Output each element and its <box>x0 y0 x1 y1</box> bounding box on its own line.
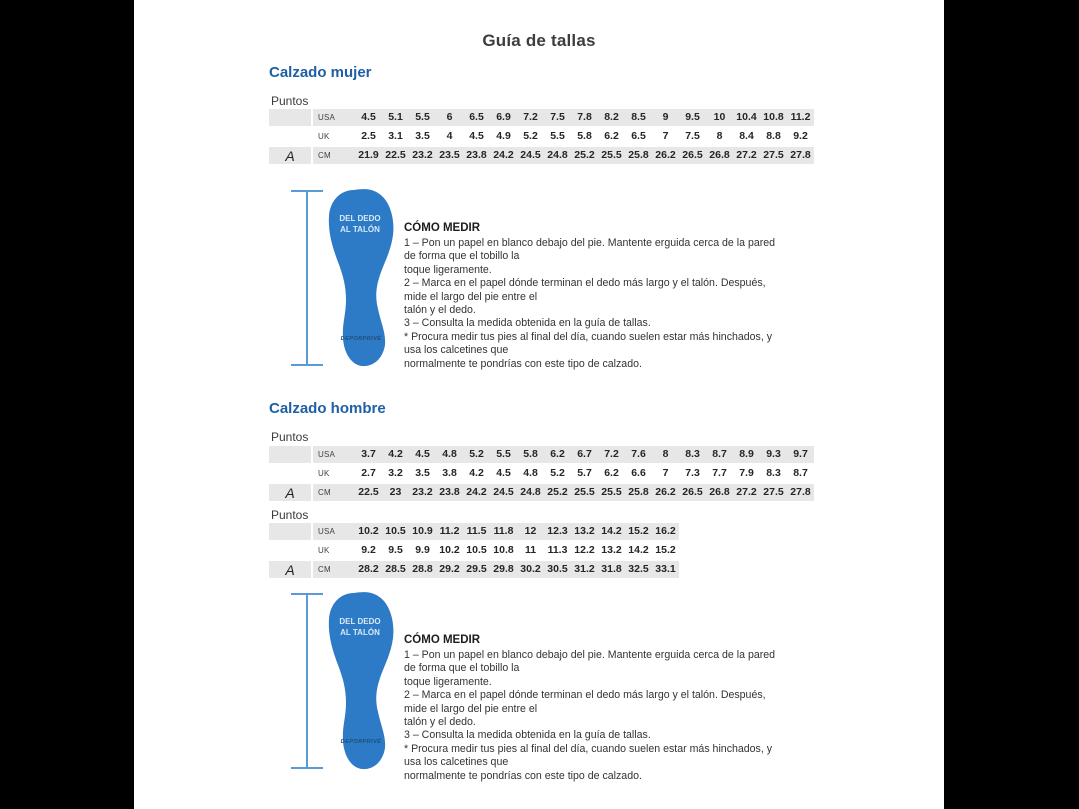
size-value-cell: 12 <box>524 525 537 537</box>
size-value-cell: 10.2 <box>439 544 460 556</box>
size-table-women <box>269 109 814 166</box>
how-to-measure-women <box>404 222 788 371</box>
size-value-cell: 7.3 <box>685 467 700 479</box>
row-label: CM <box>318 151 331 160</box>
points-label-men-1: Puntos <box>271 430 309 444</box>
size-value-cell: 7.9 <box>739 467 754 479</box>
instruction-line: 2 – Marca en el papel dónde terminan el dedo más largo y el talón. Después, mide el largo del pie entre el <box>404 689 766 715</box>
size-value-cell: 24.8 <box>520 486 541 498</box>
size-value-cell: 27.2 <box>736 486 757 498</box>
size-value-cell: 23.2 <box>412 149 433 161</box>
size-value-cell: 7.5 <box>685 130 700 142</box>
corner-cell: A <box>269 147 313 164</box>
table-row-uk <box>269 465 814 482</box>
instruction-line: normalmente te pondrías con este tipo de calzado. <box>404 357 642 370</box>
size-value-cell: 29.5 <box>466 563 487 575</box>
size-value-cell: 3.8 <box>442 467 457 479</box>
size-value-cell: 12.3 <box>547 525 568 537</box>
table-row-usa <box>269 523 679 540</box>
instruction-line: 3 – Consulta la medida obtenida en la guía de tallas. <box>404 729 651 742</box>
size-value-cell: 15.2 <box>628 525 649 537</box>
row-label: UK <box>318 469 330 478</box>
document-page <box>134 0 944 809</box>
foot-measure-diagram-men <box>290 591 396 773</box>
size-value-cell: 24.2 <box>466 486 487 498</box>
size-value-cell: 5.2 <box>469 448 484 460</box>
size-value-cell: 30.5 <box>547 563 568 575</box>
size-value-cell: 6.6 <box>631 467 646 479</box>
size-value-cell: 5.8 <box>523 448 538 460</box>
size-value-cell: 25.2 <box>574 149 595 161</box>
size-table-men-1 <box>269 446 814 503</box>
page-title: Guía de tallas <box>482 31 596 50</box>
size-value-cell: 8.9 <box>739 448 754 460</box>
size-value-cell: 23.2 <box>412 486 433 498</box>
size-value-cell: 8.2 <box>604 111 619 123</box>
size-value-cell: 7 <box>662 467 669 479</box>
instruction-line: talón y el dedo. <box>404 716 476 729</box>
size-value-cell: 2.5 <box>361 130 376 142</box>
size-value-cell: 4.2 <box>469 467 484 479</box>
size-value-cell: 26.2 <box>655 486 676 498</box>
size-value-cell: 23 <box>389 486 402 498</box>
how-to-measure-title: CÓMO MEDIR <box>404 634 481 646</box>
size-value-cell: 10.8 <box>493 544 514 556</box>
size-value-cell: 23.8 <box>466 149 487 161</box>
corner-cell <box>269 128 313 145</box>
instruction-line: 3 – Consulta la medida obtenida en la guía de tallas. <box>404 317 651 330</box>
corner-cell: A <box>269 561 313 578</box>
size-value-cell: 25.8 <box>628 149 649 161</box>
size-value-cell: 3.2 <box>388 467 403 479</box>
size-value-cell: 9.3 <box>766 448 781 460</box>
instruction-line: normalmente te pondrías con este tipo de calzado. <box>404 769 642 782</box>
size-value-cell: 10 <box>713 111 726 123</box>
row-label: CM <box>318 488 331 497</box>
size-value-cell: 3.1 <box>388 130 403 142</box>
size-value-cell: 7.2 <box>523 111 538 123</box>
size-value-cell: 6 <box>446 111 453 123</box>
size-value-cell: 5.7 <box>577 467 592 479</box>
measure-line <box>291 191 323 365</box>
corner-cell <box>269 465 313 482</box>
measure-line <box>291 594 323 768</box>
size-value-cell: 8.3 <box>685 448 700 460</box>
instruction-line: toque ligeramente. <box>404 675 492 688</box>
table-row-cm <box>269 147 814 164</box>
size-value-cell: 6.2 <box>604 467 619 479</box>
size-value-cell: 8.7 <box>793 467 808 479</box>
size-value-cell: 5.2 <box>550 467 565 479</box>
size-value-cell: 4.5 <box>415 448 430 460</box>
size-value-cell: 9.2 <box>793 130 808 142</box>
corner-cell <box>269 446 313 463</box>
size-value-cell: 27.8 <box>790 486 811 498</box>
size-value-cell: 10.5 <box>466 544 487 556</box>
size-value-cell: 7.6 <box>631 448 646 460</box>
section-heading-men: Calzado hombre <box>269 400 386 417</box>
size-value-cell: 14.2 <box>601 525 622 537</box>
row-label: USA <box>318 527 336 536</box>
size-value-cell: 23.8 <box>439 486 460 498</box>
size-value-cell: 5.8 <box>577 130 592 142</box>
size-value-cell: 24.2 <box>493 149 514 161</box>
row-label: USA <box>318 113 336 122</box>
size-value-cell: 10.4 <box>736 111 757 123</box>
size-value-cell: 5.5 <box>496 448 511 460</box>
size-value-cell: 13.2 <box>601 544 622 556</box>
size-value-cell: 32.5 <box>628 563 649 575</box>
size-value-cell: 10.5 <box>385 525 406 537</box>
instruction-line: 1 – Pon un papel en blanco debajo del pie. Mantente erguida cerca de la pared de forma que el tobillo la <box>404 649 776 675</box>
size-value-cell: 4.8 <box>523 467 538 479</box>
size-value-cell: 10.2 <box>358 525 379 537</box>
size-value-cell: 33.1 <box>655 563 676 575</box>
row-label: USA <box>318 450 336 459</box>
size-value-cell: 11 <box>524 544 537 556</box>
footprint-icon <box>290 591 396 773</box>
size-value-cell: 5.5 <box>415 111 430 123</box>
table-row-cm <box>269 484 814 501</box>
size-value-cell: 9.5 <box>388 544 403 556</box>
size-value-cell: 23.5 <box>439 149 460 161</box>
size-value-cell: 9.2 <box>361 544 376 556</box>
size-value-cell: 9.9 <box>415 544 430 556</box>
size-value-cell: 11.2 <box>439 525 460 537</box>
size-value-cell: 7 <box>662 130 669 142</box>
size-value-cell: 9.5 <box>685 111 700 123</box>
size-value-cell: 8.8 <box>766 130 781 142</box>
size-value-cell: 11.8 <box>493 525 514 537</box>
instruction-line: talón y el dedo. <box>404 304 476 317</box>
size-value-cell: 25.5 <box>601 149 622 161</box>
size-value-cell: 9 <box>662 111 669 123</box>
size-value-cell: 6.9 <box>496 111 511 123</box>
size-value-cell: 7.2 <box>604 448 619 460</box>
instruction-line: * Procura medir tus pies al final del día, cuando suelen estar más hinchados, y usa los calcetines que <box>404 742 773 769</box>
size-value-cell: 8 <box>716 130 723 142</box>
size-value-cell: 25.5 <box>574 486 595 498</box>
size-value-cell: 22.5 <box>358 486 379 498</box>
how-to-measure-title: CÓMO MEDIR <box>404 222 481 234</box>
table-row-uk <box>269 542 679 559</box>
how-to-measure-text <box>404 237 788 371</box>
size-value-cell: 4.5 <box>469 130 484 142</box>
size-value-cell: 12.2 <box>574 544 595 556</box>
row-label: UK <box>318 132 330 141</box>
corner-cell <box>269 109 313 126</box>
size-value-cell: 22.5 <box>385 149 406 161</box>
size-value-cell: 7.7 <box>712 467 727 479</box>
size-value-cell: 29.2 <box>439 563 460 575</box>
size-value-cell: 31.8 <box>601 563 622 575</box>
points-label-men-2: Puntos <box>271 508 309 522</box>
size-value-cell: 26.2 <box>655 149 676 161</box>
size-value-cell: 6.5 <box>469 111 484 123</box>
size-value-cell: 8.7 <box>712 448 727 460</box>
size-value-cell: 3.7 <box>361 448 376 460</box>
corner-cell <box>269 523 313 540</box>
size-value-cell: 28.5 <box>385 563 406 575</box>
size-value-cell: 4.9 <box>496 130 511 142</box>
foot-measure-diagram-women <box>290 188 396 370</box>
instruction-line: * Procura medir tus pies al final del día, cuando suelen estar más hinchados, y usa los calcetines que <box>404 330 773 357</box>
size-value-cell: 3.5 <box>415 130 430 142</box>
size-value-cell: 14.2 <box>628 544 649 556</box>
size-value-cell: 5.5 <box>550 130 565 142</box>
size-value-cell: 28.8 <box>412 563 433 575</box>
table-row-uk <box>269 128 814 145</box>
size-value-cell: 6.7 <box>577 448 592 460</box>
corner-cell <box>269 542 313 559</box>
size-value-cell: 13.2 <box>574 525 595 537</box>
size-value-cell: 26.5 <box>682 149 703 161</box>
size-value-cell: 27.5 <box>763 149 784 161</box>
size-value-cell: 11.2 <box>790 111 811 123</box>
table-row-usa <box>269 446 814 463</box>
size-value-cell: 10.9 <box>412 525 433 537</box>
size-value-cell: 6.2 <box>550 448 565 460</box>
size-value-cell: 27.2 <box>736 149 757 161</box>
points-label-women: Puntos <box>271 94 309 108</box>
size-value-cell: 4.8 <box>442 448 457 460</box>
size-value-cell: 3.5 <box>415 467 430 479</box>
size-value-cell: 4 <box>446 130 453 142</box>
toe-heel-label-line2: AL TALÓN <box>340 225 380 234</box>
size-value-cell: 26.8 <box>709 149 730 161</box>
size-table-men-2 <box>269 523 679 580</box>
size-value-cell: 4.2 <box>388 448 403 460</box>
instruction-line: 1 – Pon un papel en blanco debajo del pie. Mantente erguida cerca de la pared de forma que el tobillo la <box>404 237 776 263</box>
size-value-cell: 27.8 <box>790 149 811 161</box>
brand-logo-text: DEPORPRIVÉ <box>340 336 382 342</box>
size-value-cell: 4.5 <box>361 111 376 123</box>
how-to-measure-men <box>404 634 788 783</box>
size-value-cell: 8.5 <box>631 111 646 123</box>
size-value-cell: 7.8 <box>577 111 592 123</box>
table-row-cm <box>269 561 679 578</box>
size-value-cell: 7.5 <box>550 111 565 123</box>
how-to-measure-text <box>404 649 788 783</box>
size-value-cell: 8.3 <box>766 467 781 479</box>
size-value-cell: 25.5 <box>601 486 622 498</box>
size-value-cell: 2.7 <box>361 467 376 479</box>
size-value-cell: 25.2 <box>547 486 568 498</box>
size-value-cell: 21.9 <box>358 149 379 161</box>
size-value-cell: 6.5 <box>631 130 646 142</box>
size-value-cell: 24.5 <box>520 149 541 161</box>
corner-cell: A <box>269 484 313 501</box>
toe-heel-label-line1: DEL DEDO <box>339 214 381 223</box>
size-value-cell: 30.2 <box>520 563 541 575</box>
size-value-cell: 26.8 <box>709 486 730 498</box>
instruction-line: toque ligeramente. <box>404 263 492 276</box>
size-value-cell: 4.5 <box>496 467 511 479</box>
row-label: UK <box>318 546 330 555</box>
size-value-cell: 26.5 <box>682 486 703 498</box>
size-value-cell: 25.8 <box>628 486 649 498</box>
size-value-cell: 11.5 <box>466 525 487 537</box>
size-value-cell: 10.8 <box>763 111 784 123</box>
section-heading-women: Calzado mujer <box>269 64 372 81</box>
size-value-cell: 28.2 <box>358 563 379 575</box>
size-value-cell: 29.8 <box>493 563 514 575</box>
size-value-cell: 5.2 <box>523 130 538 142</box>
size-value-cell: 8 <box>662 448 669 460</box>
toe-heel-label-line2: AL TALÓN <box>340 628 380 637</box>
size-value-cell: 8.4 <box>739 130 754 142</box>
instruction-line: 2 – Marca en el papel dónde terminan el dedo más largo y el talón. Después, mide el largo del pie entre el <box>404 277 766 303</box>
size-value-cell: 24.5 <box>493 486 514 498</box>
size-value-cell: 16.2 <box>655 525 676 537</box>
size-value-cell: 31.2 <box>574 563 595 575</box>
size-value-cell: 27.5 <box>763 486 784 498</box>
toe-heel-label-line1: DEL DEDO <box>339 617 381 626</box>
size-value-cell: 24.8 <box>547 149 568 161</box>
size-value-cell: 15.2 <box>655 544 676 556</box>
size-value-cell: 5.1 <box>388 111 403 123</box>
footprint-icon <box>290 188 396 370</box>
size-value-cell: 6.2 <box>604 130 619 142</box>
row-label: CM <box>318 565 331 574</box>
table-row-usa <box>269 109 814 126</box>
size-value-cell: 11.3 <box>547 544 568 556</box>
size-value-cell: 9.7 <box>793 448 808 460</box>
brand-logo-text: DEPORPRIVÉ <box>340 739 382 745</box>
